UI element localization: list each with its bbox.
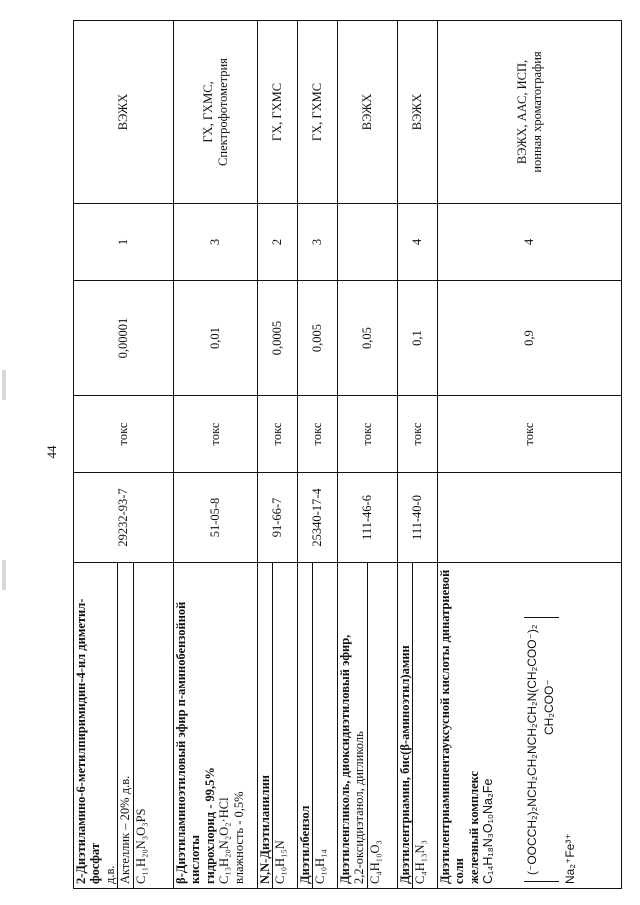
hazard-cell: токс: [438, 396, 622, 473]
hazard-cell: токс: [398, 396, 438, 473]
substance-name-cell: [74, 563, 174, 889]
substance-name-cell: [438, 563, 622, 889]
table-row: [74, 21, 174, 889]
hazard-class-cell: 4: [398, 204, 438, 281]
substance-name-line: C₁₃H₂₀N₂O₂·HCl: [217, 797, 232, 884]
analysis-method-cell: [438, 21, 622, 204]
hazard-class-cell: 3: [298, 204, 338, 281]
hazard-cell: токс: [258, 396, 298, 473]
hazard-cell: токс: [338, 396, 398, 473]
substance-name-line: д.в.: [102, 865, 117, 884]
substance-name-line: Актеллик – 20% д.в.: [117, 563, 132, 888]
substance-name-cell: [338, 563, 398, 889]
hazard-class-cell: [338, 204, 398, 281]
analysis-method-cell: ВЭЖХ: [74, 21, 174, 204]
mpc-value-cell: 0,01: [174, 281, 258, 396]
formula-main-chain: (⁻OOCCH₂)₂NCH₂CH₂NCH₂CH₂N(CH₂COO⁻)₂: [524, 624, 539, 875]
table-row: [258, 21, 298, 889]
substance-name-line: C₄H₁₃N₃: [412, 563, 427, 888]
mpc-value-cell: 0,00001: [74, 281, 174, 396]
formula-branch: CH₂COO⁻: [542, 679, 557, 735]
substance-name-line: N,N-Диэтиланилин: [258, 775, 272, 884]
hazard-class-cell: 3: [174, 204, 258, 281]
cas-number-cell: [438, 473, 622, 563]
substance-name-line: Диэтиленгликоль, диоксидиэтиловый эфир,: [338, 634, 352, 884]
substance-name-line: C₁₀H₁₅N: [272, 563, 287, 888]
hazard-class-cell: 2: [258, 204, 298, 281]
analysis-method-line: Спектрофотометрия: [215, 58, 230, 166]
substances-table: [73, 20, 622, 889]
hazard-cell: токс: [174, 396, 258, 473]
analysis-method-cell: ГХ, ГХМС: [298, 21, 338, 204]
table-row: [338, 21, 398, 889]
analysis-method-cell: ГХ, ГХМС: [258, 21, 298, 204]
substances-table-frame: [73, 21, 621, 889]
mpc-value-cell: 0,9: [438, 281, 622, 396]
analysis-method-cell: [174, 21, 258, 204]
substance-name-cell: [398, 563, 438, 889]
substance-name-line: C₁₁H₂₀N₃O₃PS: [133, 563, 148, 888]
mpc-value-cell: 0,0005: [258, 281, 298, 396]
substance-name-line: Диэтилбензол: [298, 805, 312, 884]
hazard-class-cell: 4: [438, 204, 622, 281]
structural-formula: [524, 617, 560, 882]
hazard-class-cell: 1: [74, 204, 174, 281]
substance-name-line: влажность - 0,5%: [231, 791, 246, 884]
analysis-method-line: ВЭЖХ, ААС, ИСП,: [515, 59, 530, 165]
cas-number-cell: 111-40-0: [398, 473, 438, 563]
substance-name-line: Диэтилентриаминпентауксусной кислоты динатриевой соли: [438, 569, 467, 884]
formula-counter-ion: Na₂⁺Fe³⁺: [563, 833, 578, 884]
analysis-method-line: ГХ, ГХМС,: [201, 81, 216, 143]
analysis-method-cell: ВЭЖХ: [338, 21, 398, 204]
substance-name-cell: [174, 563, 258, 889]
mpc-value-cell: 0,1: [398, 281, 438, 396]
mpc-value-cell: 0,05: [338, 281, 398, 396]
substance-name-cell: [298, 563, 338, 889]
substance-name-line: C₄H₁₀O₃: [367, 563, 382, 888]
substance-name-line: 2-Диэтиламино-6-метилпиримидин-4-ил диметил-фосфат: [74, 598, 103, 884]
substance-name-cell: [258, 563, 298, 889]
cas-number-cell: 51-05-8: [174, 473, 258, 563]
substance-name-line: β-Диэтиламиноэтиловый эфир п-аминобензойной кислоты: [174, 601, 203, 884]
hazard-cell: токс: [298, 396, 338, 473]
page-number: 44: [44, 445, 59, 459]
cas-number-cell: 111-46-6: [338, 473, 398, 563]
table-row: [438, 21, 622, 889]
mpc-value-cell: 0,005: [298, 281, 338, 396]
substance-name-line: 2,2-оксидиэтанол, дигликоль: [352, 731, 367, 884]
table-row: [298, 21, 338, 889]
substance-name-line: железный комплекс: [466, 770, 481, 884]
substance-name-line: гидрохлорид - 99,5%: [202, 767, 217, 884]
cas-number-cell: 25340-17-4: [298, 473, 338, 563]
analysis-method-line: ионная хроматография: [529, 51, 544, 173]
substance-name-line: C₁₄H₁₈N₃O₁₀Na₂Fe: [481, 778, 496, 884]
table-row: [174, 21, 258, 889]
table-row: [398, 21, 438, 889]
substance-name-line: C₁₀H₁₄: [312, 563, 327, 888]
hazard-cell: токс: [74, 396, 174, 473]
cas-number-cell: 91-66-7: [258, 473, 298, 563]
analysis-method-cell: ВЭЖХ: [398, 21, 438, 204]
scan-edge-mark: [2, 560, 6, 590]
substance-name-line: Диэтилентриамин, бис(β-аминоэтил)амин: [398, 645, 412, 884]
cas-number-cell: 29232-93-7: [74, 473, 174, 563]
scan-edge-mark: [2, 370, 6, 400]
